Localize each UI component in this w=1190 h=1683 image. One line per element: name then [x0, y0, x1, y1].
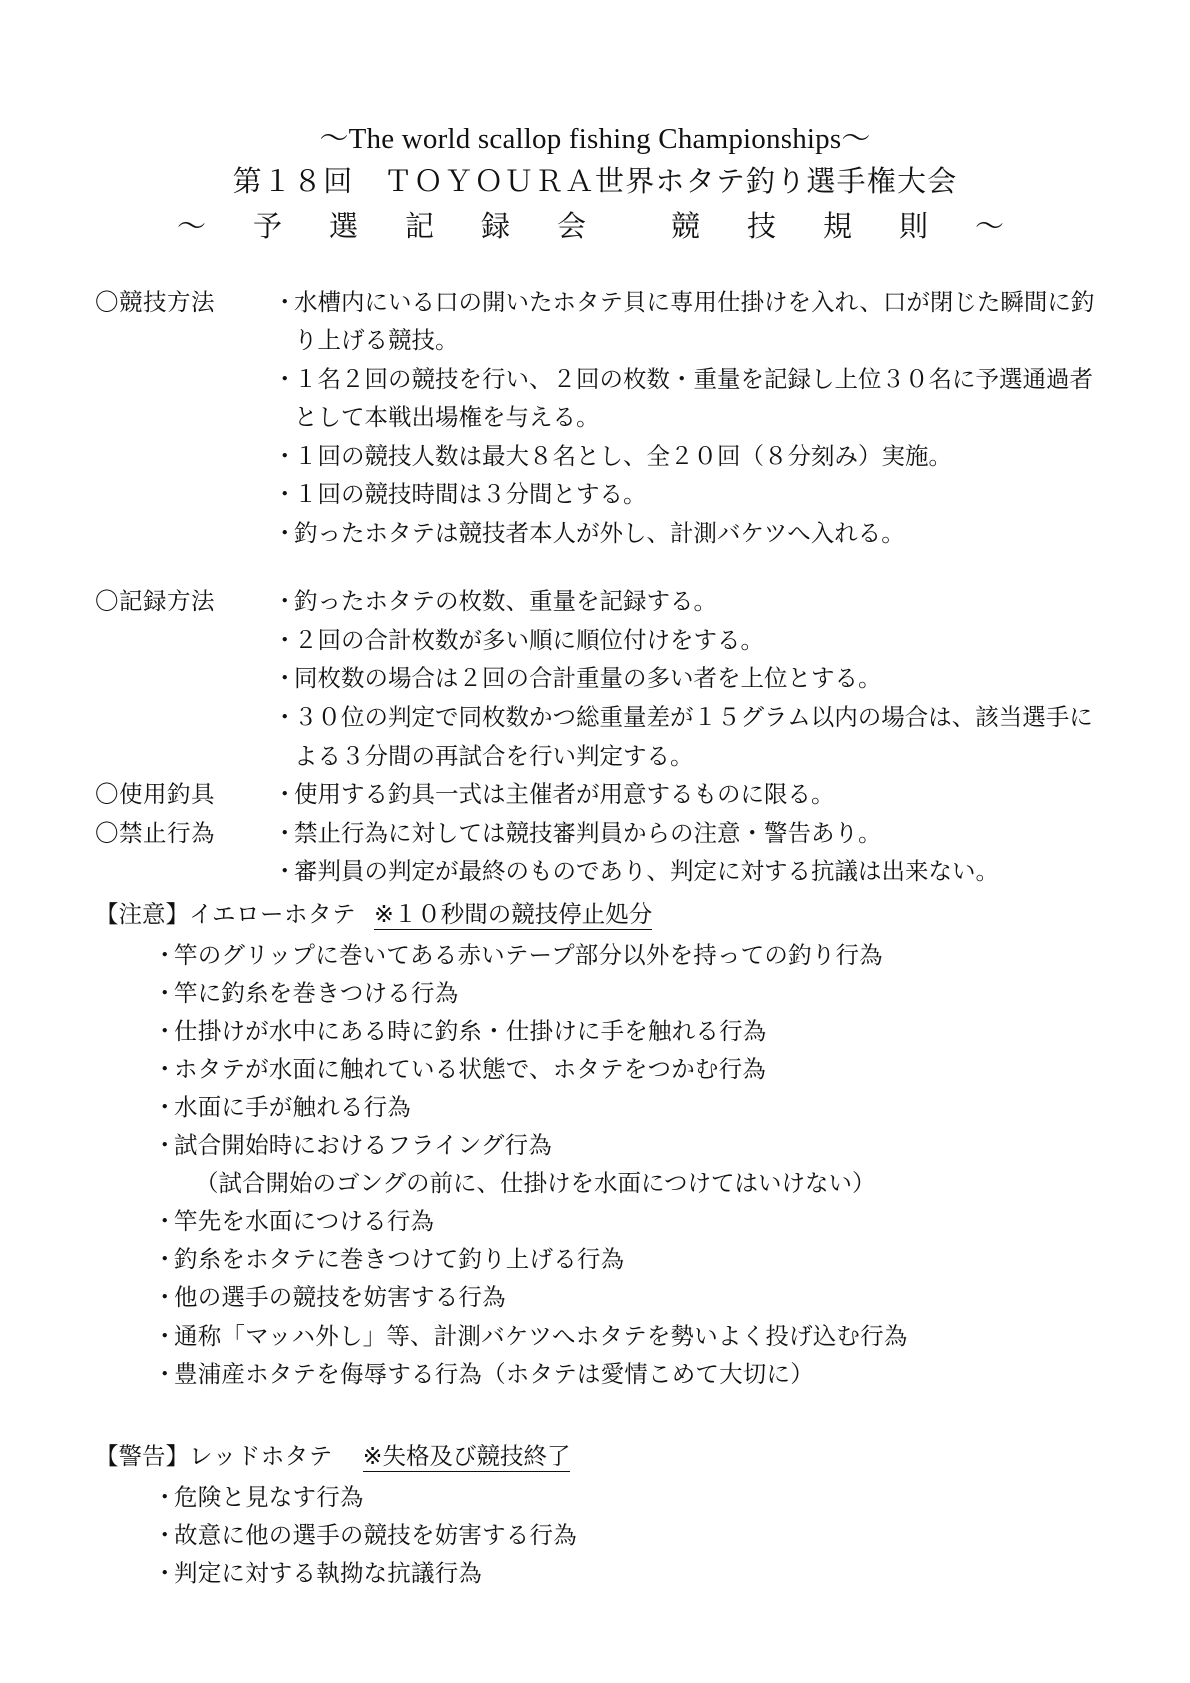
list-item	[273, 284, 1095, 361]
bullet-mark: ・	[153, 1484, 177, 1511]
bullet-mark: ・	[153, 1019, 177, 1046]
section-record-method	[95, 583, 1095, 776]
list-item-text: １回の競技時間は３分間とする。	[294, 482, 647, 509]
list-item-text: 通称「マッハ外し」等、計測バケツへホタテを勢いよく投げ込む行為	[174, 1323, 908, 1350]
bullet-mark: ・	[273, 589, 297, 616]
title-english: ～The world scallop fishing Championships～	[319, 123, 871, 155]
bullet-mark: ・	[153, 1133, 177, 1160]
list-item-text: 竿先を水面につける行為	[174, 1209, 435, 1236]
notice-red-card	[95, 1440, 1095, 1593]
list-item-text: 竿に釣糸を巻きつける行為	[174, 980, 459, 1007]
section-items	[273, 815, 1095, 892]
section-items	[273, 776, 1095, 815]
list-item	[153, 1051, 1095, 1089]
list-item	[273, 660, 1095, 699]
bullet-mark: ・	[153, 1247, 177, 1274]
list-item	[273, 476, 1095, 515]
list-item-text: 使用する釣具一式は主催者が用意するものに限る。	[294, 782, 835, 809]
list-item-text: 審判員の判定が最終のものであり、判定に対する抗議は出来ない。	[294, 859, 999, 886]
section-label: 〇禁止行為	[95, 820, 215, 847]
list-item-text: 竿のグリップに巻いてある赤いテープ部分以外を持っての釣り行為	[174, 942, 883, 969]
bullet-mark: ・	[273, 443, 297, 470]
list-item	[273, 699, 1095, 776]
bullet-mark: ・	[273, 782, 297, 809]
title-subtitle: ～ 予 選 記 録 会 競 技 規 則 ～	[176, 211, 1013, 244]
bullet-mark: ・	[273, 520, 297, 547]
notice-yellow-card	[95, 898, 1095, 1394]
list-item	[273, 438, 1095, 477]
notice-penalty: ※失格及び競技終了	[362, 1443, 571, 1470]
list-item-text: 釣ったホタテの枚数、重量を記録する。	[294, 589, 717, 616]
bullet-mark: ・	[153, 1361, 177, 1388]
section-prohibited-acts	[95, 815, 1095, 892]
list-item-text: １名２回の競技を行い、２回の枚数・重量を記録し上位３０名に予選通過者として本戦出場権を与える。	[294, 366, 1093, 432]
notice-heading	[95, 1440, 1095, 1475]
notice-bracket: 【警告】	[95, 1443, 189, 1470]
list-item-text: ホタテが水面に触れている状態で、ホタテをつかむ行為	[174, 1057, 767, 1084]
section-spacer	[95, 553, 1095, 583]
bullet-mark: ・	[153, 1095, 177, 1122]
notice-penalty: ※１０秒間の競技停止処分	[374, 901, 653, 928]
list-item-text: 故意に他の選手の競技を妨害する行為	[174, 1522, 577, 1549]
notice-heading	[95, 898, 1095, 933]
list-item	[273, 515, 1095, 554]
list-item	[153, 937, 1095, 975]
list-item-text: 危険と見なす行為	[174, 1484, 364, 1511]
bullet-mark: ・	[273, 366, 297, 393]
list-item	[273, 622, 1095, 661]
list-item-text: 判定に対する執拗な抗議行為	[174, 1561, 483, 1588]
notice-kind: イエローホタテ	[189, 901, 357, 928]
bullet-mark: ・	[273, 859, 297, 886]
list-item-text: 他の選手の競技を妨害する行為	[174, 1285, 506, 1312]
bullet-mark: ・	[153, 1561, 177, 1588]
notice-item-list	[95, 937, 1095, 1394]
document-body	[95, 284, 1095, 1593]
section-label: 〇記録方法	[95, 589, 215, 616]
notice-bracket: 【注意】	[95, 901, 189, 928]
list-item-subnote: （試合開始のゴングの前に、仕掛けを水面につけてはいけない）	[195, 1171, 876, 1198]
list-item-text: 水面に手が触れる行為	[174, 1095, 411, 1122]
bullet-mark: ・	[153, 1522, 177, 1549]
title-japanese: 第１８回 ＴＯＹＯＵＲＡ世界ホタテ釣り選手権大会	[232, 166, 958, 199]
section-competition-method	[95, 284, 1095, 554]
list-item-text: 同枚数の場合は２回の合計重量の多い者を上位とする。	[294, 666, 882, 693]
list-item	[153, 1013, 1095, 1051]
list-item-text: 釣ったホタテは競技者本人が外し、計測バケツへ入れる。	[294, 520, 905, 547]
bullet-mark: ・	[153, 1209, 177, 1236]
list-item	[153, 1318, 1095, 1356]
list-item	[273, 853, 1095, 892]
bullet-mark: ・	[273, 820, 297, 847]
section-label: 〇使用釣具	[95, 782, 215, 809]
list-item-text: 水槽内にいる口の開いたホタテ貝に専用仕掛けを入れ、口が閉じた瞬間に釣り上げる競技。	[294, 289, 1095, 355]
document-title-block	[95, 120, 1095, 250]
bullet-mark: ・	[153, 1285, 177, 1312]
bullet-mark: ・	[153, 1323, 177, 1350]
list-item	[273, 361, 1095, 438]
bullet-mark: ・	[273, 705, 297, 731]
section-items	[273, 284, 1095, 554]
notice-kind: レッドホタテ	[189, 1443, 333, 1470]
list-item-text: 禁止行為に対しては競技審判員からの注意・警告あり。	[294, 820, 882, 847]
list-item-text: ３０位の判定で同枚数かつ総重量差が１５グラム以内の場合は、該当選手による３分間の再試合を行い判定する。	[294, 705, 1093, 770]
bullet-mark: ・	[153, 942, 177, 969]
list-item-text: 釣糸をホタテに巻きつけて釣り上げる行為	[174, 1247, 625, 1274]
list-item-text: ２回の合計枚数が多い順に順位付けをする。	[294, 627, 764, 654]
list-item	[153, 1089, 1095, 1127]
notice-item-list	[95, 1479, 1095, 1593]
list-item	[153, 1517, 1095, 1555]
bullet-mark: ・	[153, 1057, 177, 1084]
list-item	[153, 975, 1095, 1013]
bullet-mark: ・	[273, 666, 297, 693]
bullet-mark: ・	[153, 980, 177, 1007]
bullet-mark: ・	[273, 289, 297, 316]
list-item	[153, 1279, 1095, 1317]
section-equipment	[95, 776, 1095, 815]
list-item	[153, 1479, 1095, 1517]
section-label: 〇競技方法	[95, 289, 215, 316]
bullet-mark: ・	[273, 482, 297, 509]
list-item	[153, 1356, 1095, 1394]
list-item-text: 試合開始時におけるフライング行為	[174, 1133, 553, 1160]
list-item	[273, 776, 1095, 815]
list-item	[153, 1241, 1095, 1279]
list-item	[273, 815, 1095, 854]
list-item-text: 豊浦産ホタテを侮辱する行為（ホタテは愛情こめて大切に）	[174, 1361, 814, 1388]
bullet-mark: ・	[273, 627, 297, 654]
section-items	[273, 583, 1095, 776]
list-item-text: １回の競技人数は最大８名とし、全２０回（８分刻み）実施。	[294, 443, 952, 470]
list-item	[153, 1555, 1095, 1593]
list-item	[153, 1203, 1095, 1241]
list-item	[273, 583, 1095, 622]
list-item	[153, 1127, 1095, 1165]
list-item-text: 仕掛けが水中にある時に釣糸・仕掛けに手を触れる行為	[174, 1019, 767, 1046]
